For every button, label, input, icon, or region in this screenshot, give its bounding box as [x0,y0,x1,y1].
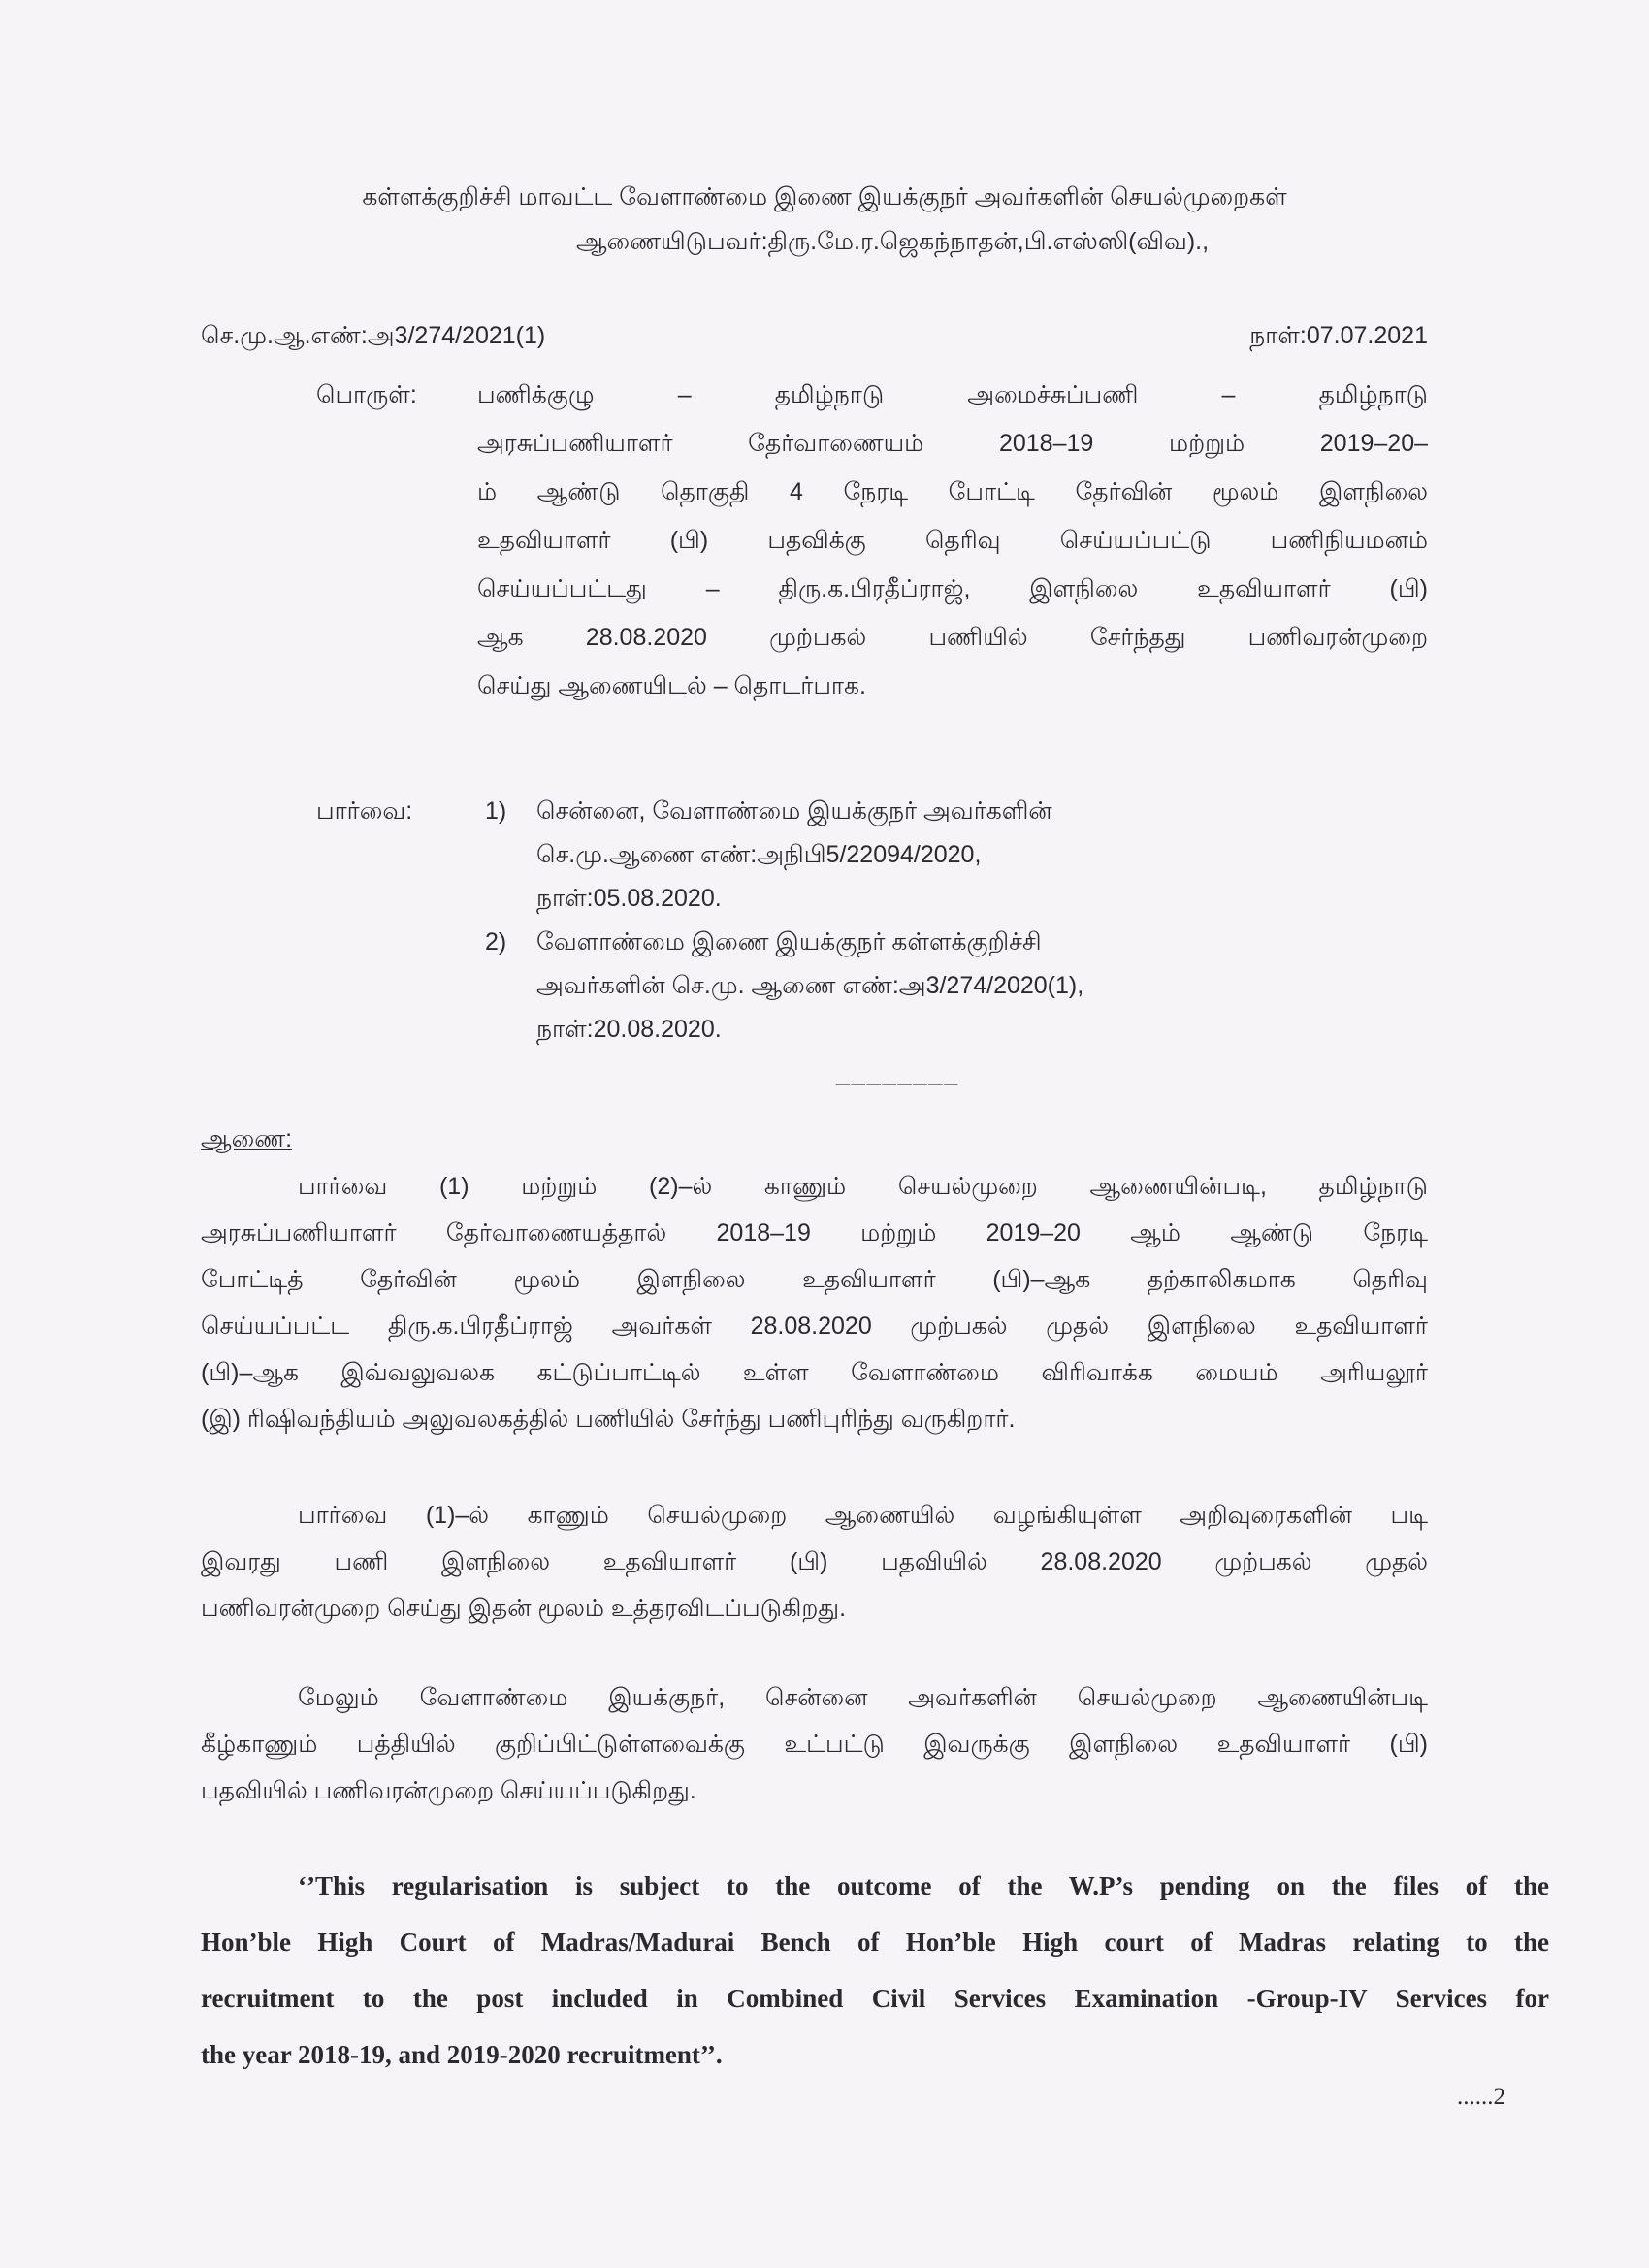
reference-number: 2) [485,928,507,956]
subject-line: உதவியாளர் (பி) பதவிக்கு தெரிவு செய்யப்பட்டு பணிநியமனம் [477,527,1428,554]
paragraph-line: recruitment to the post included in Combined Civil Services Examination -Group-IV Services for [201,1984,1549,2013]
reference-item [485,921,1083,1052]
reference-item [485,790,1083,921]
paragraph-line: பார்வை (1) மற்றும் (2)–ல் காணும் செயல்முறை ஆணையின்படி, தமிழ்நாடு [298,1173,1428,1200]
paragraph-line: (இ) ரிஷிவந்தியம் அலுவலகத்தில் பணியில் சேர்ந்து பணிபுரிந்து வருகிறார். [201,1406,1016,1433]
subject-line: செய்யப்பட்டது – திரு.க.பிரதீப்ராஜ், இளநிலை உதவியாளர் (பி) [477,575,1428,602]
reference-line: அவர்களின் செ.மு. ஆணை எண்:அ3/274/2020(1), [536,972,1084,999]
references-label: பார்வை: [316,797,413,825]
paragraph-line: மேலும் வேளாண்மை இயக்குநர், சென்னை அவர்களின் செயல்முறை ஆணையின்படி [298,1684,1428,1711]
paragraph-line: செய்யப்பட்ட திரு.க.பிரதீப்ராஜ் அவர்கள் 28.08.2020 முற்பகல் முதல் இளநிலை உதவியாளர் [201,1312,1428,1340]
order-paragraph-1 [201,1163,1428,1442]
paragraph-line: the year 2018-19, and 2019-2020 recruitment’’. [201,2040,723,2069]
subject-line: பணிக்குழு – தமிழ்நாடு அமைச்சுப்பணி – தமிழ்நாடு [477,381,1428,408]
order-date: நாள்:07.07.2021 [1249,322,1428,349]
subject-line: ஆக 28.08.2020 முற்பகல் பணியில் சேர்ந்தது பணிவரன்முறை [477,624,1428,651]
reference-line: செ.மு.ஆணை எண்:அநிபி5/22094/2020, [536,841,982,868]
reference-line: நாள்:05.08.2020. [536,885,722,912]
paragraph-line: பணிவரன்முறை செய்து இதன் மூலம் உத்தரவிடப்படுகிறது. [201,1595,847,1622]
separator-line: ________ [836,1059,960,1086]
paragraph-line: போட்டித் தேர்வின் மூலம் இளநிலை உதவியாளர் (பி)–ஆக தற்காலிகமாக தெரிவு [201,1266,1428,1293]
paragraph-line: பதவியில் பணிவரன்முறை செய்யப்படுகிறது. [201,1777,696,1804]
subject-line: ம் ஆண்டு தொகுதி 4 நேரடி போட்டி தேர்வின் மூலம் இளநிலை [477,478,1428,505]
paragraph-line: அரசுப்பணியாளர் தேர்வாணையத்தால் 2018–19 மற்றும் 2019–20 ஆம் ஆண்டு நேரடி [201,1219,1428,1247]
reference-line: நாள்:20.08.2020. [536,1016,722,1043]
order-paragraph-2 [201,1492,1428,1632]
reference-line: சென்னை, வேளாண்மை இயக்குநர் அவர்களின் [536,797,1052,825]
order-paragraph-3 [201,1674,1428,1814]
subject-text [477,371,1428,710]
paragraph-line: (பி)–ஆக இவ்வலுவலக கட்டுப்பாட்டில் உள்ள வேளாண்மை விரிவாக்க மையம் அரியலூர் [201,1359,1428,1386]
reference-number: செ.மு.ஆ.எண்:அ3/274/2021(1) [201,322,546,349]
paragraph-line: பார்வை (1)–ல் காணும் செயல்முறை ஆணையில் வழங்கியுள்ள அறிவுரைகளின் படி [298,1502,1428,1529]
issuing-officer: ஆணையிடுபவர்:திரு.மே.ர.ஜெகந்நாதன்,பி.எஸ்ஸி(விவ)., [575,228,1210,255]
references-list [485,790,1083,1052]
subject-label: பொருள்: [316,381,417,408]
court-condition-paragraph [201,1858,1549,2083]
subject-line: அரசுப்பணியாளர் தேர்வாணையம் 2018–19 மற்றும் 2019–20– [477,430,1428,457]
order-heading: ஆணை: [201,1125,293,1152]
paragraph-line: Hon’ble High Court of Madras/Madurai Bench of Hon’ble High court of Madras relating to the [201,1928,1549,1957]
subject-line: செய்து ஆணையிடல் – தொடர்பாக. [477,672,866,699]
page-continuation: ......2 [1457,2084,1505,2110]
paragraph-line: இவரது பணி இளநிலை உதவியாளர் (பி) பதவியில் 28.08.2020 முற்பகல் முதல் [201,1548,1428,1575]
reference-line: வேளாண்மை இணை இயக்குநர் கள்ளக்குறிச்சி [536,928,1042,956]
reference-number: 1) [485,797,507,825]
paragraph-line: கீழ்காணும் பத்தியில் குறிப்பிட்டுள்ளவைக்கு உட்பட்டு இவருக்கு இளநிலை உதவியாளர் (பி) [201,1731,1428,1758]
paragraph-line: ‘’This regularisation is subject to the outcome of the W.P’s pending on the files of the [298,1871,1549,1900]
office-heading [146,175,1504,264]
office-title: கள்ளக்குறிச்சி மாவட்ட வேளாண்மை இணை இயக்குநர் அவர்களின் செயல்முறைகள் [362,183,1287,211]
